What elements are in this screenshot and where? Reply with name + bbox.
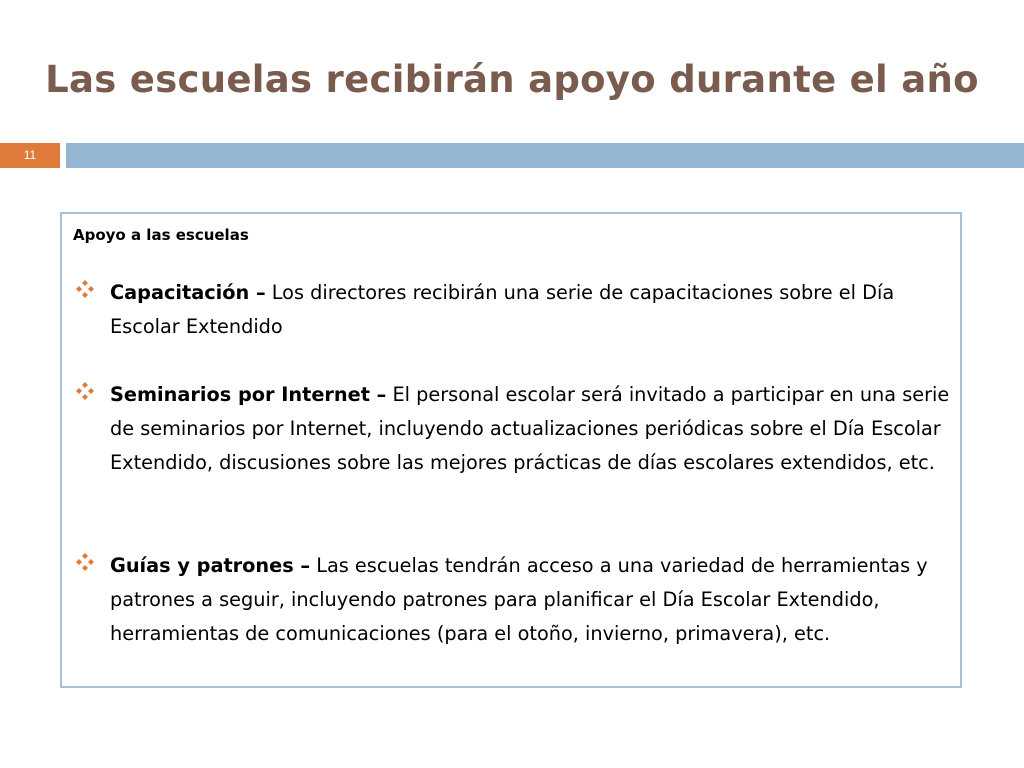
bullet-text — [110, 549, 950, 651]
content-box — [60, 212, 962, 688]
bullet-text — [110, 378, 950, 480]
bullet-description: Las escuelas tendrán acceso a una variedad de herramientas y patrones a seguir, incluyendo patrones para planificar el Día Escolar Extendido, herramientas de comunicaciones (para el otoño, invierno, primavera), etc. — [110, 554, 928, 645]
page-number-badge: 11 — [0, 143, 60, 168]
bullet-text — [110, 276, 950, 344]
bullet-term: Seminarios por Internet – — [110, 383, 387, 406]
bullet-term: Guías y patrones – — [110, 554, 311, 577]
box-heading: Apoyo a las escuelas — [73, 226, 249, 244]
diamond-bullet-icon — [74, 380, 96, 402]
diamond-bullet-icon — [74, 551, 96, 573]
bullet-description: El personal escolar será invitado a participar en una serie de seminarios por Internet, incluyendo actualizaciones periódicas sobre el Día Escolar Extendido, discusiones sobre las mejores prácticas de días escolares extendidos, etc. — [110, 383, 950, 474]
bullet-description: Los directores recibirán una serie de capacitaciones sobre el Día Escolar Extendido — [110, 281, 895, 338]
header-accent-bar — [66, 143, 1024, 168]
bullet-term: Capacitación – — [110, 281, 266, 304]
slide-title: Las escuelas recibirán apoyo durante el año — [45, 58, 979, 101]
diamond-bullet-icon — [74, 278, 96, 300]
